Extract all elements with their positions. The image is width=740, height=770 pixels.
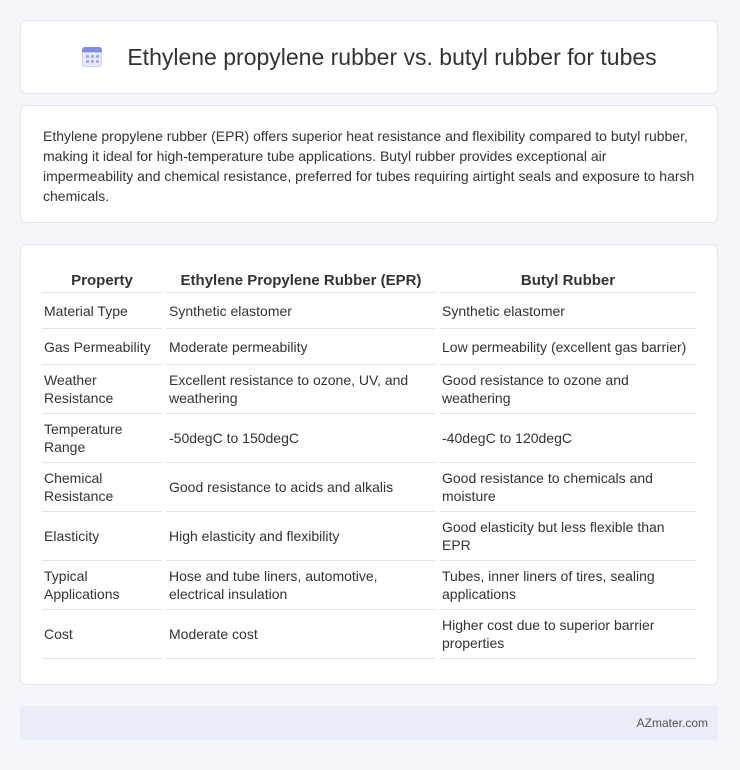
row-epr-value: Moderate permeability xyxy=(167,329,435,365)
row-property: Elasticity xyxy=(42,512,162,561)
row-butyl-value: Good resistance to chemicals and moisture xyxy=(440,463,696,512)
row-butyl-value: Good resistance to ozone and weathering xyxy=(440,365,696,414)
row-epr-value: Synthetic elastomer xyxy=(167,293,435,329)
title-card xyxy=(20,20,718,94)
row-epr-value: Excellent resistance to ozone, UV, and weathering xyxy=(167,365,435,414)
column-header-butyl: Butyl Rubber xyxy=(440,265,696,293)
table-row xyxy=(42,365,696,414)
row-epr-value: -50degC to 150degC xyxy=(167,414,435,463)
summary-text: Ethylene propylene rubber (EPR) offers superior heat resistance and flexibility compared to butyl rubber, making it ideal for high-temperature tube applications. Butyl rubber provides exceptional air impermeability and chemical resistance, preferred for tubes requiring airtight seals and exposure to harsh chemicals. xyxy=(43,128,695,204)
summary-card xyxy=(20,105,718,223)
row-butyl-value: Higher cost due to superior barrier properties xyxy=(440,610,696,659)
row-property: Cost xyxy=(42,610,162,659)
calendar-icon xyxy=(81,46,103,68)
row-epr-value: High elasticity and flexibility xyxy=(167,512,435,561)
table-row xyxy=(42,610,696,659)
page-title: Ethylene propylene rubber vs. butyl rubber for tubes xyxy=(127,43,657,70)
row-butyl-value: Low permeability (excellent gas barrier) xyxy=(440,329,696,365)
column-header-epr: Ethylene Propylene Rubber (EPR) xyxy=(167,265,435,293)
footer-site-link[interactable]: AZmater.com xyxy=(636,716,708,730)
table-row xyxy=(42,512,696,561)
table-row xyxy=(42,463,696,512)
row-property: Weather Resistance xyxy=(42,365,162,414)
comparison-table xyxy=(37,265,701,659)
footer-bar xyxy=(20,706,718,740)
comparison-table-card xyxy=(20,244,718,685)
column-header-property: Property xyxy=(42,265,162,293)
table-row xyxy=(42,414,696,463)
table-row xyxy=(42,561,696,610)
row-butyl-value: Good elasticity but less flexible than EPR xyxy=(440,512,696,561)
row-epr-value: Moderate cost xyxy=(167,610,435,659)
row-epr-value: Hose and tube liners, automotive, electrical insulation xyxy=(167,561,435,610)
table-header-row xyxy=(42,265,696,293)
table-row xyxy=(42,329,696,365)
row-property: Material Type xyxy=(42,293,162,329)
row-property: Temperature Range xyxy=(42,414,162,463)
row-butyl-value: -40degC to 120degC xyxy=(440,414,696,463)
row-butyl-value: Synthetic elastomer xyxy=(440,293,696,329)
row-epr-value: Good resistance to acids and alkalis xyxy=(167,463,435,512)
row-property: Typical Applications xyxy=(42,561,162,610)
row-property: Gas Permeability xyxy=(42,329,162,365)
table-row xyxy=(42,293,696,329)
row-butyl-value: Tubes, inner liners of tires, sealing applications xyxy=(440,561,696,610)
row-property: Chemical Resistance xyxy=(42,463,162,512)
